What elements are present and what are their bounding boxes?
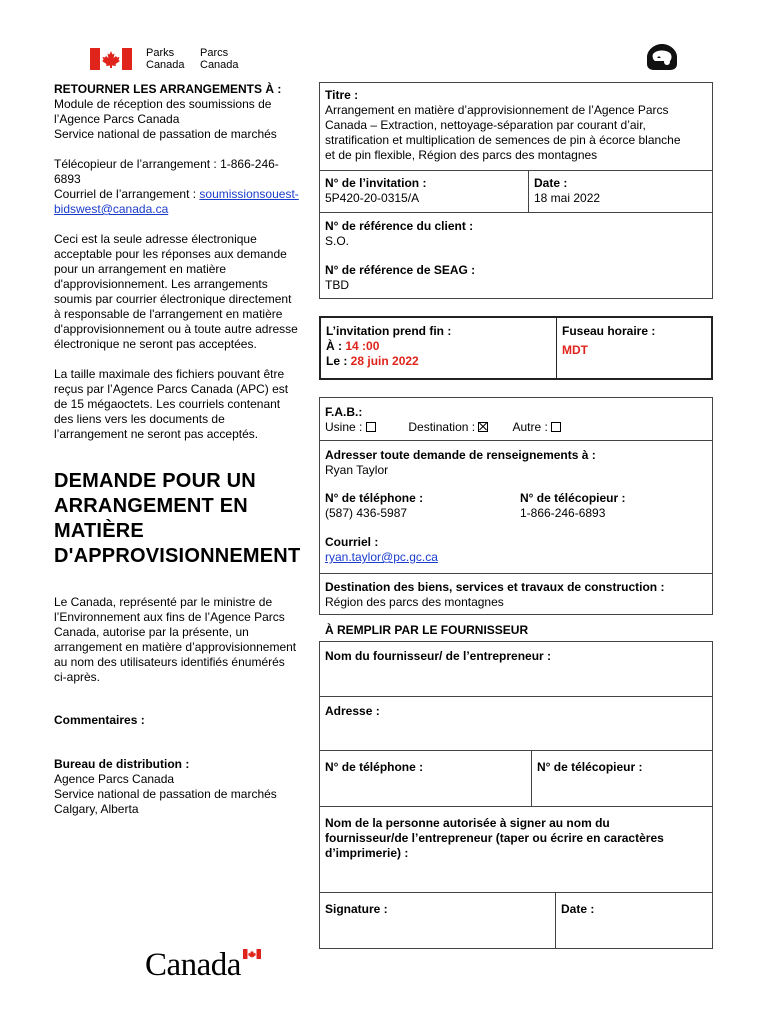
supplier-fax-label: N° de télécopieur :: [537, 760, 643, 774]
supplier-fax-field[interactable]: [533, 774, 711, 804]
parks-canada-signature: [90, 48, 250, 72]
distribution-office: [54, 757, 314, 817]
fob-other-label: Autre :: [512, 420, 552, 434]
invitation-value: 5P420-20-0315/A: [325, 191, 420, 205]
fob-label: F.A.B.:: [325, 405, 363, 419]
email-line: [54, 187, 312, 202]
fax-label: N° de télécopieur :: [520, 491, 626, 505]
size-line: l’arrangement ne seront pas acceptés.: [54, 427, 259, 441]
seag-value: TBD: [325, 278, 349, 292]
document-title: [54, 469, 314, 569]
return-title: RETOURNER LES ARRANGEMENTS À :: [54, 82, 282, 96]
email-link-cont[interactable]: bidswest@canada.ca: [54, 202, 169, 216]
authorized-label-line: Nom de la personne autorisée à signer au nom du: [325, 816, 610, 830]
supplier-name-label: Nom du fournisseur/ de l’entrepreneur :: [325, 649, 552, 663]
notice-line: d'approvisionnement ou à toute autre adresse: [54, 322, 298, 336]
size-line: de 15 mégaoctets. Les courriels contenant: [54, 397, 281, 411]
supplier-heading: À REMPLIR PAR LE FOURNISSEUR: [325, 623, 529, 637]
notice-line: pour un arrangement en matière: [54, 262, 227, 276]
title-line: MATIÈRE: [54, 520, 144, 542]
fob-other-checkbox[interactable]: [551, 422, 561, 432]
notice-line: d'approvisionnement. Les arrangements: [54, 277, 268, 291]
authorized-label-line: fournisseur/de l’entrepreneur (taper ou écrire en caractères: [325, 831, 664, 845]
notice-line: à responsable de l'arrangement en matière: [54, 307, 283, 321]
return-line: Service national de passation de marchés: [54, 127, 277, 141]
comments-label: Commentaires :: [54, 713, 145, 727]
phone-value: (587) 436-5987: [325, 506, 408, 520]
title-value-line: Arrangement en matière d’approvisionnement de l’Agence Parcs: [325, 103, 669, 117]
notice-line: Ceci est la seule adresse électronique: [54, 232, 257, 246]
canada-authority-text: [54, 595, 314, 685]
beaver-emblem-icon: [645, 42, 679, 72]
signature-field[interactable]: [321, 916, 553, 947]
wordmark-flag-icon: [243, 949, 261, 959]
fob-plant-label: Usine :: [325, 420, 366, 434]
destination-label: Destination des biens, services et travaux de construction :: [325, 580, 665, 594]
closing-date-label: Le :: [326, 354, 351, 368]
fax-value: 1-866-246-6893: [520, 506, 606, 520]
signature-date-field[interactable]: [557, 916, 711, 947]
notice-line: acceptable pour les réponses aux demande: [54, 247, 287, 261]
canada-wordmark-text: Canada: [145, 947, 241, 983]
supplier-phone-field[interactable]: [321, 774, 529, 804]
date-label: Date :: [534, 176, 568, 190]
authorized-label-line: d’imprimerie) :: [325, 846, 409, 860]
email-label: Courriel de l’arrangement :: [54, 187, 200, 201]
closing-time-value: 14 :00: [345, 339, 380, 353]
office-line: Calgary, Alberta: [54, 802, 139, 816]
timezone-label: Fuseau horaire :: [562, 324, 656, 338]
client-ref-label: N° de référence du client :: [325, 219, 474, 233]
seag-label: N° de référence de SEAG :: [325, 263, 476, 277]
fax-line: Télécopieur de l’arrangement : 1-866-246-: [54, 157, 279, 171]
signature-date-label: Date :: [561, 902, 595, 916]
phone-label: N° de téléphone :: [325, 491, 424, 505]
contact-email-link[interactable]: ryan.taylor@pc.gc.ca: [325, 550, 438, 564]
destination-value: Région des parcs des montagnes: [325, 595, 504, 609]
title-value-line: Canada – Extraction, nettoyage-séparation par courant d’air,: [325, 118, 646, 132]
fob-plant-checkbox[interactable]: [366, 422, 376, 432]
notice-line: soumis par courrier électronique directement: [54, 292, 292, 306]
fob-destination-checkbox[interactable]: [478, 422, 488, 432]
title-label: Titre :: [325, 88, 359, 102]
return-line: Module de réception des soumissions de: [54, 97, 272, 111]
size-line: reçus par l’Agence Parcs Canada (APC) est: [54, 382, 289, 396]
supplier-phone-label: N° de téléphone :: [325, 760, 424, 774]
supplier-name-field[interactable]: [321, 663, 711, 694]
fob-destination-label: Destination :: [408, 420, 479, 434]
closes-label: L’invitation prend fin :: [326, 324, 452, 338]
date-value: 18 mai 2022: [534, 191, 601, 205]
client-ref-value: S.O.: [325, 234, 350, 248]
email-link[interactable]: soumissionsouest-: [199, 187, 299, 201]
canada-wordmark: [145, 945, 270, 985]
inquiry-label: Adresser toute demande de renseignements à :: [325, 448, 596, 462]
authority-line: Le Canada, représenté par le ministre de: [54, 595, 273, 609]
canada-flag-icon: [90, 48, 132, 70]
office-label: Bureau de distribution :: [54, 757, 190, 771]
inquiry-name: Ryan Taylor: [325, 463, 389, 477]
return-line: l’Agence Parcs Canada: [54, 112, 180, 126]
signature-label: Signature :: [325, 902, 388, 916]
closing-date-value: 28 juin 2022: [350, 354, 419, 368]
address-label: Adresse :: [325, 704, 380, 718]
authority-line: au nom des utilisateurs identifiés énumérés: [54, 655, 285, 669]
title-value-line: stratification et multiplication de semences de pin à écorce blanche: [325, 133, 681, 147]
parks-en-1: Parks: [146, 47, 175, 59]
title-line: D'APPROVISIONNEMENT: [54, 545, 301, 567]
address-field[interactable]: [321, 718, 711, 748]
parks-en-2: Canada: [146, 59, 185, 71]
size-line: des liens vers les documents de: [54, 412, 225, 426]
authority-line: ci-après.: [54, 670, 101, 684]
fax-line: 6893: [54, 172, 81, 186]
invitation-label: N° de l’invitation :: [325, 176, 427, 190]
parks-fr-1: Parcs: [200, 47, 229, 59]
notice-line: électronique ne seront pas acceptées.: [54, 337, 257, 351]
title-line: ARRANGEMENT EN: [54, 495, 248, 517]
authorized-name-field[interactable]: [321, 862, 711, 890]
parks-fr-2: Canada: [200, 59, 239, 71]
office-line: Service national de passation de marchés: [54, 787, 277, 801]
office-line: Agence Parcs Canada: [54, 772, 175, 786]
left-column: [54, 82, 312, 442]
authority-line: arrangement en matière d’approvisionnement: [54, 640, 297, 654]
size-line: La taille maximale des fichiers pouvant être: [54, 367, 285, 381]
fob-options: [325, 420, 707, 435]
title-line: DEMANDE POUR UN: [54, 470, 256, 492]
timezone-value: MDT: [562, 343, 588, 357]
title-value-line: et de pin flexible, Région des parcs des montagnes: [325, 148, 598, 162]
contact-email-label: Courriel :: [325, 535, 379, 549]
authority-line: l’Environnement aux fins de l’Agence Parcs: [54, 610, 285, 624]
closing-time-label: À :: [326, 339, 346, 353]
authority-line: Canada, autorise par la présente, un: [54, 625, 249, 639]
